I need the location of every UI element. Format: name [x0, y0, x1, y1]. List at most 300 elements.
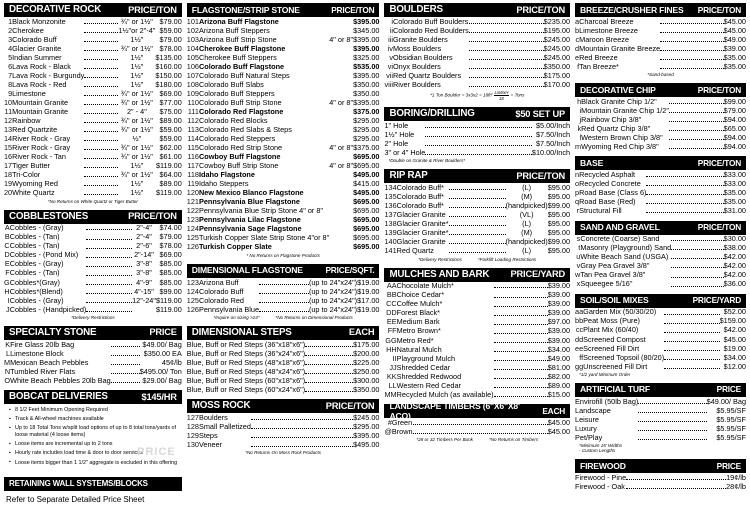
- row-index: ee: [575, 343, 584, 353]
- row-price: $375.00: [353, 107, 380, 116]
- section-title: RETAINING WALL SYSTEMS/BLOCKS: [9, 478, 148, 488]
- row-price: 45¢/lb: [161, 357, 182, 367]
- row-name: White Beach Pebbles 20lb Bag: [10, 375, 111, 385]
- section-note-a: *Delivery Restrictions: [418, 256, 462, 262]
- row-leader-dots: [494, 354, 548, 363]
- row-size: (M): [521, 228, 533, 238]
- row-price: $495.00: [353, 439, 380, 449]
- table-row: [575, 344, 746, 353]
- section-decorative-chip: [575, 83, 746, 151]
- list-item: ▪ Track & All-wheel machines available: [9, 416, 179, 423]
- section-title: DECORATIVE CHIP: [580, 84, 656, 95]
- row-index: 9: [8, 88, 13, 98]
- row-size: [329, 134, 353, 143]
- row-leader-dots: [84, 71, 118, 80]
- row-name: Colorado Buff*: [396, 201, 444, 211]
- row-leader-dots: [638, 397, 706, 406]
- row-name: Mexican Beach Pebbles: [10, 357, 89, 367]
- row-price: $49.00/ Bag: [142, 339, 182, 349]
- row-name: Peat Moss (Pure): [583, 316, 640, 326]
- table-row: [187, 143, 380, 152]
- row-price: $395.00: [353, 430, 380, 440]
- row-size: [329, 116, 353, 125]
- table-row: [187, 189, 380, 198]
- row-price: $45.00: [723, 334, 746, 344]
- table-timbers: [384, 418, 570, 436]
- row-size: 1½": [130, 161, 144, 171]
- table-row: [384, 71, 570, 80]
- row-index: K: [5, 339, 11, 349]
- row-size: 1½": [130, 61, 144, 71]
- section-note-a: *28 or 32 Timbers Per Bunk: [416, 437, 473, 443]
- row-name: Colorado Buff Boulders: [392, 16, 469, 26]
- row-name: Blue, Buff or Red Steps (48"x24"x6"): [186, 366, 306, 376]
- table-row: [575, 482, 746, 491]
- row-price: $45.00: [547, 417, 571, 427]
- row-name: Colorado Red: [198, 295, 244, 305]
- row-price: $45.00: [723, 25, 746, 35]
- row-index: 123: [186, 215, 199, 225]
- row-leader-dots: [469, 53, 544, 62]
- row-index: 124: [186, 286, 199, 296]
- section-unit: PRICE/TON: [697, 84, 741, 95]
- row-price: $39.00: [547, 308, 571, 318]
- row-price: $245.00: [543, 43, 571, 53]
- section-unit: PRICE/TON: [516, 4, 566, 15]
- row-leader-dots: [84, 116, 118, 125]
- row-name: Cherokee Buff Steppers: [198, 52, 277, 62]
- table-row: [187, 367, 380, 376]
- row-name: Red Quartzite: [12, 125, 58, 135]
- row-price: $95.00: [547, 219, 571, 229]
- row-index: #: [387, 417, 392, 427]
- section-note: *No Returns On Moss Rock Products: [245, 450, 322, 456]
- row-index: 107: [186, 70, 199, 80]
- table-row: [187, 89, 380, 98]
- row-name: Wyoming Red: [12, 179, 58, 189]
- row-leader-dots: [664, 317, 719, 326]
- row-leader-dots: [671, 280, 723, 289]
- table-row: [575, 235, 746, 244]
- table-base: [575, 170, 746, 215]
- row-size: (VL): [519, 210, 534, 220]
- row-name: Mountain Granite: [12, 97, 69, 107]
- row-name: Metro Brown*: [396, 326, 441, 336]
- table-row: [187, 198, 380, 207]
- row-name: Lava Rock - Black: [12, 61, 71, 71]
- table-row: [575, 197, 746, 206]
- row-price: $175.00: [543, 70, 571, 80]
- row-name: Green: [391, 417, 413, 427]
- row-price: $5.95/SF: [716, 414, 746, 424]
- row-name: Cowboy Buff Flagstone: [198, 152, 281, 162]
- section-title: SAND AND GRAVEL: [580, 222, 660, 233]
- row-index: vii: [386, 70, 393, 80]
- section-notes: [384, 256, 570, 263]
- row-size: ¾" or 1½": [120, 170, 153, 180]
- section-flagstone: [187, 3, 380, 259]
- row-price: $119.00: [155, 304, 182, 314]
- row-size: [329, 107, 353, 116]
- row-price: $94.00: [723, 133, 746, 142]
- row-price: $535.00: [353, 61, 380, 71]
- row-price: $77.00: [159, 97, 182, 107]
- row-index: r: [576, 206, 580, 216]
- row-index: 15: [4, 143, 13, 153]
- row-index: aa: [575, 307, 584, 317]
- row-name: Recycled Mulch (as available): [396, 389, 494, 399]
- section-title: MOSS ROCK: [191, 400, 251, 412]
- row-name: Playground Mulch: [396, 353, 456, 363]
- row-price: $29.00/ Bag: [142, 375, 182, 385]
- row-index: CC: [386, 299, 397, 309]
- section-unit: $50 SET UP: [515, 108, 566, 119]
- row-name: Colorado Buff*: [396, 192, 444, 202]
- table-row: [575, 424, 746, 433]
- row-name: Screened Fill Dirt: [583, 343, 640, 353]
- row-index: ii: [389, 25, 393, 35]
- row-index: m: [575, 142, 582, 152]
- row-price: $245.00: [353, 412, 380, 422]
- row-index: BB: [386, 290, 397, 300]
- row-index: 116: [187, 152, 199, 162]
- row-name: Arizona Buff: [198, 277, 239, 287]
- section-title: BOULDERS: [389, 4, 443, 15]
- row-name: 2" Hole: [384, 139, 409, 148]
- table-row: [4, 358, 182, 367]
- row-index: M: [4, 357, 11, 367]
- row-leader-dots: [449, 201, 506, 210]
- row-price: $31.00: [723, 206, 746, 216]
- row-price: $695.00: [353, 215, 380, 225]
- section-unit: PRICE/TON: [325, 400, 375, 411]
- row-size: (up to 24"x24"): [308, 304, 358, 314]
- row-name: Colorado Red Slabs & Steps: [198, 125, 292, 135]
- section-unit: PRICE/TON: [697, 157, 741, 168]
- table-row: [384, 291, 570, 300]
- column-four: [575, 3, 746, 491]
- row-price: $39.00: [547, 290, 571, 300]
- row-name: Landscape: [575, 405, 611, 415]
- table-row: [384, 35, 570, 44]
- row-name: Cobbles*(Blend): [9, 286, 63, 296]
- row-price: $35.00: [723, 197, 746, 207]
- table-row: [4, 224, 182, 233]
- row-name: Road Base (Class 6): [579, 188, 647, 198]
- formula-denominator: 18: [499, 96, 504, 102]
- row-leader-dots: [669, 97, 724, 106]
- row-size: 4" or 8": [329, 143, 354, 153]
- row-leader-dots: [660, 62, 723, 71]
- row-index: 139: [384, 228, 397, 238]
- table-row: [187, 216, 380, 225]
- row-index: 10: [4, 97, 13, 107]
- row-index: 1: [8, 16, 13, 26]
- row-size: [329, 180, 353, 189]
- price-watermark: PRICE: [137, 445, 176, 458]
- table-row: [384, 17, 570, 26]
- section-header-specialty-stone: [4, 326, 182, 340]
- section-note: *No Returns on White Quartz or Tiger Butter: [47, 198, 138, 204]
- row-name: River Rock - Tan: [12, 152, 66, 162]
- row-price: $175.00: [353, 339, 380, 349]
- row-leader-dots: [86, 251, 132, 260]
- table-row: [575, 326, 746, 335]
- row-size: ¾" or 1½": [120, 125, 153, 135]
- row-leader-dots: [469, 62, 544, 71]
- row-index: JJ: [389, 362, 397, 372]
- row-index: n: [575, 170, 580, 180]
- row-name: Blue, Buff or Red Steps (36"x24"x6"): [186, 348, 306, 358]
- row-price: $695.00: [353, 152, 380, 162]
- row-name: New Mexico Blanco Flagstone: [198, 188, 304, 198]
- table-dimensional-steps: [187, 340, 380, 394]
- row-leader-dots: [86, 269, 132, 278]
- table-row: [575, 133, 746, 142]
- row-leader-dots: [494, 390, 548, 399]
- row-name: Colorado Buff: [198, 286, 244, 296]
- table-row: [384, 210, 570, 219]
- row-price: $195.00: [543, 25, 571, 35]
- row-price: $695.00: [353, 161, 380, 171]
- table-row: [575, 362, 746, 371]
- row-leader-dots: [494, 336, 548, 345]
- table-dimensional-flagstone: [187, 278, 380, 314]
- row-name: Unscreened Fill Dirt: [583, 361, 648, 371]
- row-index: 102: [186, 25, 199, 35]
- row-name: Black Granite Chip 1/2": [581, 96, 657, 106]
- row-leader-dots: [449, 210, 506, 219]
- row-name: Screened Compost: [583, 334, 646, 344]
- row-leader-dots: [664, 353, 719, 362]
- row-index: 12: [4, 116, 13, 126]
- table-row: [384, 220, 570, 229]
- row-price: $225.00: [353, 357, 380, 367]
- row-size: (up to 24"x24"): [308, 286, 358, 296]
- section-title: LANDSCAPE TIMBERS (6"X6"X8' ACQ): [389, 400, 520, 421]
- row-index: I: [7, 295, 10, 305]
- section-note: *Double on Granite & River Boulders*: [388, 158, 466, 164]
- row-index: 5: [8, 52, 13, 62]
- row-leader-dots: [305, 385, 353, 394]
- row-name: River Boulders: [392, 79, 441, 89]
- table-row: [384, 427, 570, 436]
- row-price: $69.00: [159, 88, 182, 98]
- row-index: N: [4, 366, 11, 376]
- table-row: [575, 106, 746, 115]
- section-title: COBBLESTONES: [9, 210, 89, 222]
- row-name: Maroon Breeze: [579, 34, 629, 44]
- row-leader-dots: [86, 305, 132, 314]
- row-leader-dots: [84, 17, 118, 26]
- row-size: [132, 305, 156, 314]
- row-name: Chocolate Mulch*: [396, 281, 454, 291]
- row-size: 12"-24": [132, 295, 156, 305]
- row-name: Cobbles - (Gray): [9, 295, 64, 305]
- row-index: 105: [186, 52, 199, 62]
- row-leader-dots: [646, 188, 723, 197]
- row-price: $695.00: [353, 224, 380, 234]
- row-price: $49.00: [723, 34, 746, 44]
- row-price: $12.00: [723, 361, 746, 371]
- section-unit: PRICE/YARD: [510, 269, 566, 280]
- table-row: [187, 225, 380, 234]
- row-price: $350.00 EA: [143, 348, 182, 358]
- row-index: 18: [4, 170, 13, 180]
- row-name: Boulders: [198, 412, 228, 422]
- row-name: Glacier Granite*: [396, 219, 449, 229]
- row-name: Brown: [391, 426, 413, 436]
- section-unit: PRICE/TON: [516, 170, 566, 181]
- row-leader-dots: [84, 44, 118, 53]
- table-row: [384, 192, 570, 201]
- row-name: Red Quartz Chip 3/8": [581, 123, 651, 133]
- table-row: [384, 363, 570, 372]
- row-index: u: [576, 252, 581, 262]
- row-price: $15.00: [547, 389, 571, 399]
- section-header-breeze: [575, 3, 746, 17]
- row-leader-dots: [251, 422, 353, 431]
- table-row: [4, 189, 182, 198]
- table-row: [575, 142, 746, 151]
- table-row: [575, 406, 746, 415]
- row-name: River Rock - Gray: [12, 143, 71, 153]
- table-row: [4, 134, 182, 143]
- table-moss-rock: [187, 413, 380, 449]
- row-size: 1½"or 2"-4": [118, 25, 156, 35]
- row-name: Screened Topsoil (80/20): [583, 352, 665, 362]
- row-name: Cobbles - (Tan): [9, 232, 60, 242]
- row-name: Cobbles - (Gray): [9, 223, 64, 233]
- row-price: $85.00: [159, 268, 182, 278]
- row-index: o: [575, 179, 580, 189]
- section-title: DECORATIVE ROCK: [9, 4, 102, 15]
- row-size: [329, 216, 353, 225]
- row-size: 4"-15": [134, 286, 154, 296]
- table-row: [4, 53, 182, 62]
- table-row: [384, 201, 570, 210]
- table-row: [4, 71, 182, 80]
- row-index: cc: [575, 325, 584, 335]
- column-two: [187, 3, 380, 465]
- row-index: 11: [4, 107, 13, 116]
- row-name: Blue, Buff or Red Steps (60"x24"x6"): [186, 384, 306, 394]
- row-index: H: [4, 286, 10, 296]
- row-name: Arizona Buff Strip Stone: [198, 34, 277, 44]
- row-price: $350.00: [353, 384, 380, 394]
- row-name: Blue, Buff or Red Steps (36"x18"x6"): [186, 339, 306, 349]
- row-size: (up to 24"x24"): [308, 295, 358, 305]
- row-index: d: [575, 43, 580, 53]
- row-leader-dots: [664, 308, 719, 317]
- row-size: 3"-8": [136, 268, 152, 278]
- row-price: $36.00: [723, 279, 746, 289]
- row-name: Rainbow Chip 3/8": [581, 114, 642, 124]
- section-title: BORING/DRILLING: [389, 108, 475, 120]
- table-firewood: [575, 473, 746, 491]
- table-row: [575, 433, 746, 442]
- row-leader-dots: [86, 296, 132, 305]
- row-size: [329, 62, 353, 71]
- section-unit: PRICE: [716, 384, 741, 395]
- table-row: [187, 80, 380, 89]
- row-name: Charcoal Breeze: [579, 16, 634, 26]
- row-price: $79.00: [159, 16, 182, 26]
- row-leader-dots: [494, 372, 548, 381]
- table-row: [384, 183, 570, 192]
- row-price: $95.00: [547, 183, 571, 193]
- table-row: [575, 280, 746, 289]
- section-artificial-turf: [575, 383, 746, 454]
- row-leader-dots: [664, 326, 719, 335]
- row-name: 3" or 4" Hole: [384, 148, 426, 158]
- section-title: RIP RAP: [389, 170, 428, 182]
- row-leader-dots: [638, 424, 706, 433]
- row-leader-dots: [84, 80, 118, 89]
- row-size: (L): [522, 183, 532, 193]
- table-row: [575, 397, 746, 406]
- section-mulches-bark: [384, 268, 570, 399]
- table-decorative-rock: [4, 17, 182, 198]
- row-name: Obsidian Boulders: [392, 52, 453, 62]
- row-leader-dots: [84, 134, 118, 143]
- row-price: $99.00: [547, 237, 571, 247]
- row-price: $49.00/ Bag: [706, 396, 746, 406]
- row-price: $7.50/Inch: [535, 139, 571, 148]
- row-name: Limestone Block: [10, 348, 64, 358]
- section-dimensional-flagstone: [187, 264, 380, 321]
- list-item: ▪ Hourly rate includes load time & door to door services: [9, 450, 179, 457]
- row-index: h: [577, 96, 582, 106]
- row-name: Pennsylvania Lilac Flagstone: [198, 215, 301, 225]
- row-leader-dots: [86, 242, 132, 251]
- section-dimensional-steps: [187, 326, 380, 394]
- row-price: $245.00: [543, 34, 571, 44]
- row-name: Tan Pea Gravel 3/8": [580, 270, 646, 280]
- row-price: $78.00: [159, 241, 182, 251]
- row-name: Recycled Concrete: [579, 179, 641, 189]
- table-row: [187, 431, 380, 440]
- row-name: Pet/Play: [575, 432, 603, 442]
- row-price: $89.00: [159, 179, 182, 189]
- row-index: 128: [186, 421, 199, 431]
- section-unit: EACH: [348, 327, 375, 338]
- retaining-wall-note: Refer to Separate Detailed Price Sheet: [6, 494, 145, 504]
- table-row: [384, 247, 570, 256]
- row-price: $39.00: [547, 299, 571, 309]
- row-leader-dots: [84, 53, 118, 62]
- row-leader-dots: [494, 291, 548, 300]
- row-price: $95.00: [547, 228, 571, 238]
- row-index: @: [384, 426, 392, 436]
- row-size: ½": [132, 134, 142, 144]
- row-price: $200.00: [353, 348, 380, 358]
- row-index: 141: [384, 246, 397, 256]
- table-row: [187, 234, 380, 243]
- section-header-boulders: [384, 3, 570, 17]
- row-leader-dots: [251, 431, 353, 440]
- row-name: Cobbles - (Gray): [9, 259, 64, 269]
- row-name: Forest Black*: [396, 308, 441, 318]
- row-leader-dots: [671, 244, 723, 253]
- row-index: v: [576, 261, 581, 271]
- table-row: [575, 207, 746, 216]
- row-index: DD: [386, 308, 397, 318]
- table-row: [4, 26, 182, 35]
- row-name: Colorado Buff Flagstone: [198, 61, 285, 71]
- section-note: *Sand-based: [647, 72, 674, 78]
- table-soil: [575, 308, 746, 371]
